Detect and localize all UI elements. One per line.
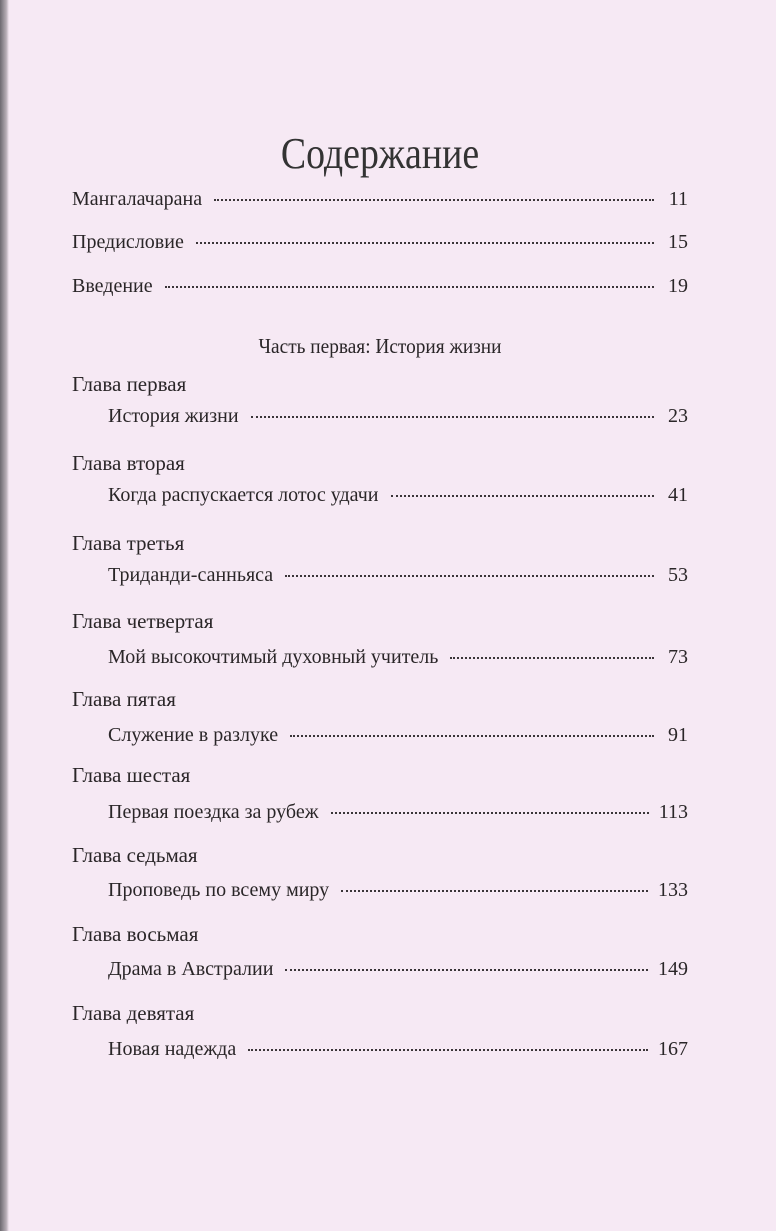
leader-dots [165,286,654,288]
entry-label: Когда распускается лотос удачи [108,484,379,506]
toc-entry[interactable] [108,646,688,672]
page-number: 41 [668,484,688,506]
entry-label: Новая надежда [108,1038,237,1060]
leader-dots [248,1049,648,1051]
toc-entry[interactable] [108,801,688,827]
page-number: 113 [658,801,688,823]
page-number: 53 [668,564,688,586]
part-title: Часть первая: История жизни [258,334,502,358]
leader-dots [251,416,654,418]
chapter-heading: Глава восьмая [72,922,199,946]
page-number: 167 [658,1038,688,1060]
entry-label: Мой высокочтимый духовный учитель [108,646,439,668]
leader-dots [285,969,648,971]
toc-entry[interactable] [108,724,688,750]
toc-entry[interactable] [108,484,688,510]
toc-entry[interactable] [72,188,688,214]
entry-label: Мангалачарана [72,188,203,210]
chapter-heading: Глава вторая [72,451,185,475]
entry-label: Драма в Австралии [108,958,274,980]
chapter-heading: Глава третья [72,531,185,555]
page-number: 133 [658,879,688,901]
toc-entry[interactable] [72,275,688,301]
leader-dots [285,575,654,577]
page-number: 91 [668,724,688,746]
leader-dots [450,657,654,659]
toc-entry[interactable] [108,958,688,984]
leader-dots [391,495,655,497]
page-number: 15 [668,231,688,253]
toc-entry[interactable] [108,1038,688,1064]
leader-dots [290,735,654,737]
leader-dots [341,890,648,892]
entry-label: История жизни [108,405,239,427]
page-edge [0,0,9,1231]
toc-entry[interactable] [108,879,688,905]
toc-entry[interactable] [108,564,688,590]
leader-dots [331,812,649,814]
entry-label: Предисловие [72,231,184,253]
page-number: 11 [668,188,688,210]
page-number: 23 [668,405,688,427]
chapter-heading: Глава седьмая [72,843,198,867]
chapter-heading: Глава первая [72,372,187,396]
chapter-heading: Глава четвертая [72,609,214,633]
entry-label: Первая поездка за рубеж [108,801,319,823]
chapter-heading: Глава пятая [72,687,176,711]
toc-entry[interactable] [108,405,688,431]
entry-label: Триданди-санньяса [108,564,274,586]
page-number: 149 [658,958,688,980]
entry-label: Введение [72,275,153,297]
page-number: 19 [668,275,688,297]
entry-label: Служение в разлуке [108,724,279,746]
entry-label: Проповедь по всему миру [108,879,330,901]
leader-dots [196,242,654,244]
page-title: Содержание [280,129,480,178]
chapter-heading: Глава шестая [72,763,191,787]
toc-entry[interactable] [72,231,688,257]
chapter-heading: Глава девятая [72,1001,195,1025]
leader-dots [214,199,654,201]
page-number: 73 [668,646,688,668]
